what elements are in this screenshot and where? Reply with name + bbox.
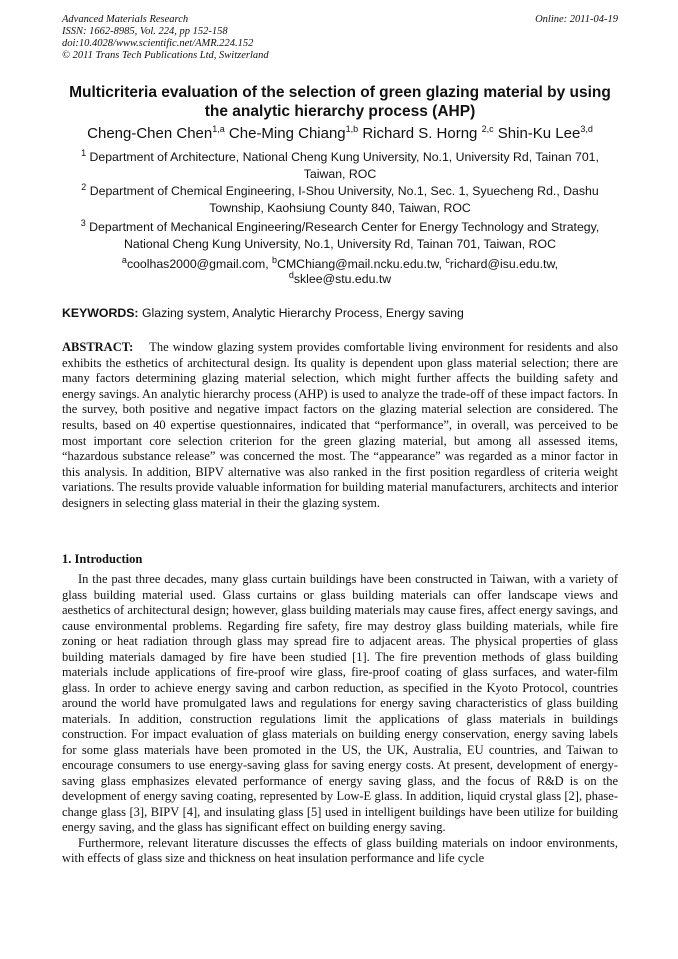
affiliation-text: Department of Mechanical Engineering/Research Center for Energy Technology and Strategy, National Cheng Kung University, No.1, University Rd, Tainan 701, Taiwan, ROC	[89, 220, 600, 251]
author-name: Richard S. Horng	[362, 125, 478, 142]
email-marker: b	[272, 254, 278, 265]
affiliation-number: 1	[81, 147, 87, 158]
abstract-label: ABSTRACT:	[62, 340, 134, 354]
author-affil-marker: 3,d	[580, 124, 593, 134]
author-affil-marker: 1,a	[212, 124, 225, 134]
author-name: Shin-Ku Lee	[497, 125, 581, 142]
email-marker: d	[288, 269, 294, 280]
email-address: richard@isu.edu.tw,	[449, 257, 559, 271]
affiliation-2	[62, 183, 618, 217]
affiliation-1	[62, 149, 618, 183]
affiliation-number: 3	[80, 217, 86, 228]
email-marker: a	[121, 254, 127, 265]
email-address: CMChiang@mail.ncku.edu.tw,	[277, 257, 442, 271]
abstract	[62, 340, 618, 512]
affiliation-text: Department of Architecture, National Cheng Kung University, No.1, University Rd, Tainan 701, Taiwan, ROC	[89, 150, 599, 181]
email-address: coolhas2000@gmail.com,	[126, 257, 269, 271]
author-affil-marker: 1,b	[345, 124, 359, 134]
author-list	[40, 125, 640, 143]
affiliation-number: 2	[81, 181, 87, 192]
affiliation-text: Department of Chemical Engineering, I-Shou University, No.1, Sec. 1, Syuecheng Rd., Dashu Township, Kaohsiung County 840, Taiwan, ROC	[89, 184, 599, 215]
affiliation-3	[62, 219, 618, 253]
abstract-text: The window glazing system provides comfortable living environment for residents and also exhibits the esthetics of architectural design. Its quality is dependent upon glass material selection; there are many factors determining glazing material selection, which might further affects the building safety and energy savings. An analytic hierarchy process (AHP) is used to analyze the trade-off of these impact factors. In the survey, both positive and negative impact factors on the glazing material selection are considered. The results, based on 40 expertise questionnaires, indicated that “performance”, in overall, was perceived to be most important core selection criterion for the green glazing material, but among all assessed items, “hazardous substance release” was concerned the most. The “appearance” was regarded as a minor factor in this analysis. In addition, BIPV alternative was also ranked in the first position regardless of criteria weight variations. The results provide valuable information for building material manufacturers, architects and interior designers in selecting glass material in their the glazing system.	[62, 340, 618, 510]
doi-line: doi:10.4028/www.scientific.net/AMR.224.152	[62, 38, 254, 49]
introduction-body	[62, 572, 618, 867]
keywords-text: Glazing system, Analytic Hierarchy Process, Energy saving	[141, 306, 464, 320]
paragraph: Furthermore, relevant literature discusses the effects of glass building materials on indoor environments, with effects of glass size and thickness on heat insulation performance and life cycle	[62, 835, 618, 865]
section-heading: 1. Introduction	[62, 552, 143, 566]
online-date: Online: 2011-04-19	[535, 14, 618, 25]
email-list	[62, 254, 618, 287]
author-name: Che-Ming Chiang	[228, 125, 346, 142]
email-marker: c	[445, 254, 450, 265]
paragraph: In the past three decades, many glass curtain buildings have been constructed in Taiwan, with a variety of glass building material used. Glass curtains or glass building materials can offer landscape views and aesthetics of architectural design; however, glass building materials may cause fires, affect energy savings, and cause environmental problems. Regarding fire safety, fire may destroy glass building materials, while fire zoning or heat radiation through glass may spread fire to adjacent areas. The physical properties of glass building materials damaged by fire have been studied [1]. The fire prevention methods of glass building materials include applications of fire-proof wire glass, fire-proof coating of glass surfaces, and water-film glass. In order to achieve energy saving and carbon reduction, as specified in the Kyoto Protocol, countries around the world have promulgated laws and regulations for energy saving characteristics of glass building materials. In addition, construction regulations limit the applications of glass materials in buildings construction. For impact evaluation of glass materials on building energy conservation, energy saving labels for some glass materials have been promoted in the US, the UK, Australia, EU countries, and Taiwan to encourage consumers to use energy-saving glass for saving energy costs. At present, development of energy-saving glass emphasizes elevated performance of energy saving glass, and the focus of R&D is on the development of energy saving coating, represented by Low-E glass. In addition, liquid crystal glass [2], phase-change glass [3], BIPV [4], and insulating glass [5] used in intelligent buildings have been utilize for building energy saving, and the glass has significant effect on building energy saving.	[62, 572, 618, 834]
issn-line: ISSN: 1662-8985, Vol. 224, pp 152-158	[62, 26, 228, 37]
paper-title: Multicriteria evaluation of the selection of green glazing material by using the analytic hierarchy process (AHP)	[69, 84, 611, 120]
keywords	[62, 305, 618, 321]
author-affil-marker: 2,c	[481, 124, 494, 134]
copyright-line: © 2011 Trans Tech Publications Ltd, Switzerland	[62, 50, 269, 61]
journal-header	[62, 14, 618, 62]
email-address: sklee@stu.edu.tw	[293, 272, 392, 286]
journal-name: Advanced Materials Research	[62, 14, 189, 25]
author-name: Cheng-Chen Chen	[87, 125, 213, 142]
keywords-label: KEYWORDS:	[62, 306, 139, 320]
